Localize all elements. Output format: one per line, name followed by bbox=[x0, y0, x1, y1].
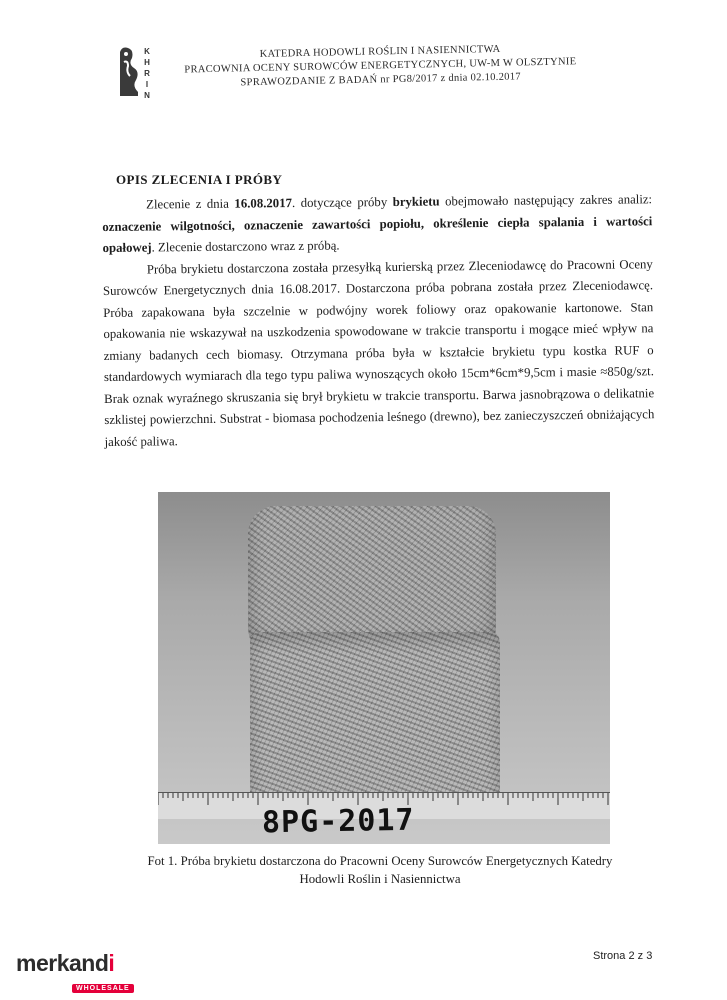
logo-letter: N bbox=[144, 91, 150, 100]
logo-letter: H bbox=[144, 58, 150, 67]
photo-caption bbox=[110, 852, 650, 888]
watermark-name-end: i bbox=[108, 950, 115, 976]
briquette-bottom bbox=[250, 632, 500, 798]
caption-line: Fot 1. Próba brykietu dostarczona do Pracowni Oceny Surowców Energetycznych Katedry bbox=[147, 854, 613, 868]
text-run: obejmowało następujący zakres analiz: bbox=[439, 192, 653, 209]
section-title: OPIS ZLECENIA I PRÓBY bbox=[116, 172, 283, 187]
watermark-logo bbox=[16, 950, 134, 977]
analyses-scope: oznaczenie wilgotności, oznaczenie zawartości popiołu, określenie ciepła spalania i wartości opałowej bbox=[102, 213, 653, 255]
watermark-name: merkand bbox=[16, 950, 109, 976]
watermark-subtitle: WHOLESALE bbox=[72, 984, 134, 993]
order-paragraph bbox=[102, 189, 653, 259]
order-date: 16.08.2017 bbox=[234, 196, 293, 211]
sample-photo bbox=[158, 492, 610, 844]
caption-line: Hodowli Roślin i Nasiennictwa bbox=[299, 872, 461, 886]
logo-letter: R bbox=[144, 69, 150, 78]
merkandi-watermark bbox=[16, 950, 134, 995]
document-header bbox=[160, 41, 601, 92]
header-department: KATEDRA HODOWLI ROŚLIN I NASIENNICTWA bbox=[259, 43, 501, 60]
text-run: . Zlecenie dostarczono wraz z próbą. bbox=[151, 238, 340, 255]
text-run: . dotyczące próby bbox=[291, 194, 393, 211]
product-name: brykietu bbox=[392, 194, 440, 209]
sample-label: 8PG-2017 bbox=[261, 802, 415, 841]
logo-letters bbox=[142, 46, 152, 101]
header-report-number: SPRAWOZDANIE Z BADAŃ nr PG8/2017 z dnia 02.10.2017 bbox=[240, 71, 521, 89]
logo-letter: K bbox=[144, 47, 150, 56]
header-laboratory: PRACOWNIA OCENY SUROWCÓW ENERGETYCZNYCH, UW-M W OLSZTYNIE bbox=[184, 56, 577, 76]
logo-letter: I bbox=[145, 80, 149, 89]
page-number: Strona 2 z 3 bbox=[593, 950, 653, 962]
body-text bbox=[102, 189, 655, 453]
sample-description-paragraph: Próba brykietu dostarczona została przesyłką kurierską przez Zleceniodawcę do Pracowni Oceny Surowców Energetycznych dnia 16.08.2017. Dostarczona próba pobrana została przez Zleceniodawcę. Próba zapakowana była szczelnie w podwójny worek foliowy oraz opakowanie kartonowe. Stan opakowania nie wskazywał na uszkodzenia spowodowane w trakcie transportu i mogące mieć wpływ na zmiany badanych cech biomasy. Otrzymana próba była w kształcie brykietu typu kostka RUF o standardowych wymiarach dla tego typu paliwa wynoszących około 15cm*6cm*9,5cm i masie ≈850g/szt. Brak oznak wyraźnego skruszania się brył brykietu w trakcie transportu. Barwa jasnobrązowa o delikatnie szklistej powierzchni. Substrat - biomasa pochodzenia leśnego (drewno), bez zanieczyszczeń obniżających jakość paliwa. bbox=[102, 256, 655, 449]
text-run: Zlecenie z dnia bbox=[146, 196, 235, 212]
